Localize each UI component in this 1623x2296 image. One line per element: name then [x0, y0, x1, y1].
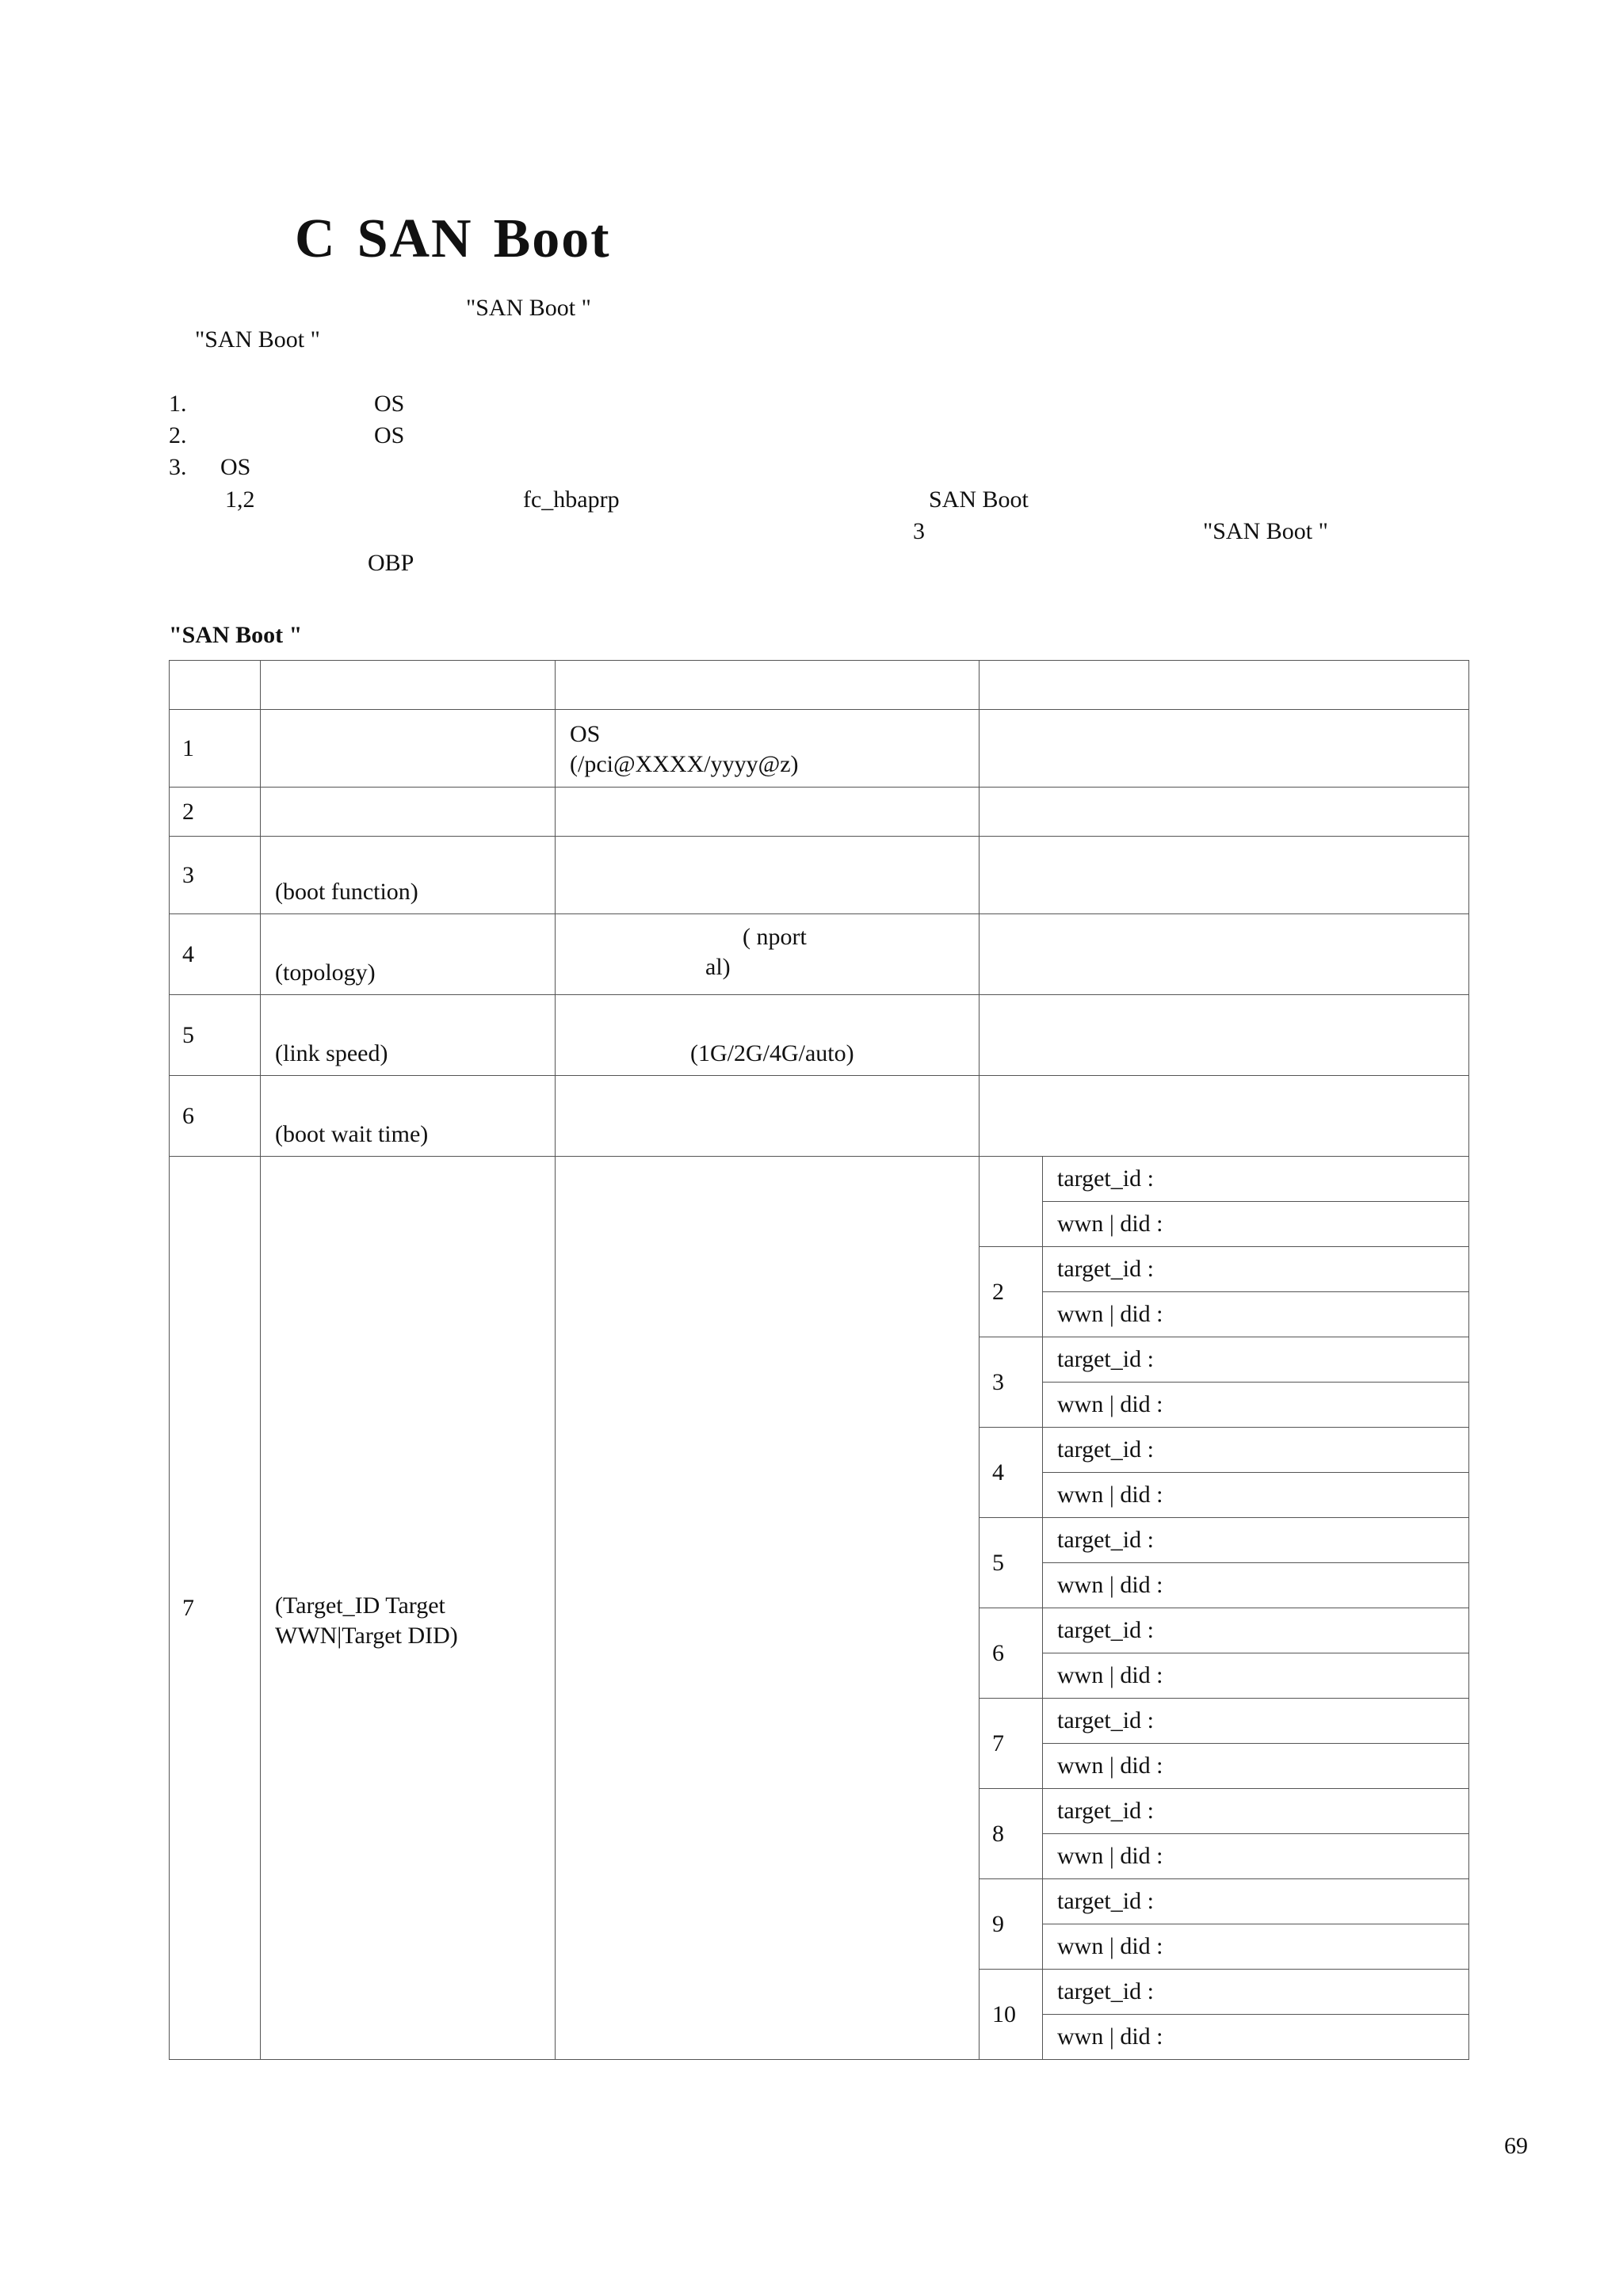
row-number: 4	[170, 914, 261, 995]
target-number: 7	[980, 1699, 1043, 1789]
row-item: (link speed)	[261, 995, 556, 1076]
row-number: 7	[170, 1157, 261, 2060]
row-value	[980, 1076, 1469, 1157]
row-item: (boot wait time)	[261, 1076, 556, 1157]
wwn-did-field: wwn | did :	[1043, 1202, 1469, 1247]
header-cell	[261, 661, 556, 710]
target-number: 6	[980, 1608, 1043, 1699]
row-value	[980, 995, 1469, 1076]
target-id-field: target_id :	[1043, 1518, 1469, 1563]
target-id-field: target_id :	[1043, 1247, 1469, 1292]
row-item: (boot function)	[261, 837, 556, 914]
wwn-did-field: wwn | did :	[1043, 1834, 1469, 1879]
target-id-field: target_id :	[1043, 1428, 1469, 1473]
row-item	[261, 710, 556, 788]
row-value	[980, 914, 1469, 995]
wwn-did-field: wwn | did :	[1043, 1383, 1469, 1428]
intro-line-1: "SAN Boot "	[466, 295, 591, 321]
title-word-san: SAN	[357, 208, 473, 269]
header-cell	[556, 661, 980, 710]
step-3-number: 3.	[169, 454, 187, 480]
table-row	[170, 837, 1469, 914]
target-number: 3	[980, 1337, 1043, 1428]
page-number: 69	[1504, 2133, 1528, 2159]
note-tool: fc_hbaprp	[523, 486, 620, 513]
row-number: 2	[170, 788, 261, 837]
row-description	[556, 837, 980, 914]
title-word-boot: Boot	[493, 208, 611, 269]
wwn-did-field: wwn | did :	[1043, 1653, 1469, 1699]
target-id-field: target_id :	[1043, 1608, 1469, 1653]
row-item-line-1: (Target_ID Target	[275, 1592, 445, 1619]
note-san-boot-quote: "SAN Boot "	[1203, 518, 1328, 544]
row-description	[556, 1157, 980, 2060]
header-cell	[170, 661, 261, 710]
note-san-boot: SAN Boot	[929, 486, 1029, 513]
wwn-did-field: wwn | did :	[1043, 1563, 1469, 1608]
row-number: 5	[170, 995, 261, 1076]
step-2-number: 2.	[169, 422, 187, 448]
title-letter: C	[295, 208, 337, 269]
row-number: 3	[170, 837, 261, 914]
row-description	[556, 995, 980, 1076]
target-id-field: target_id :	[1043, 1879, 1469, 1924]
target-id-field: target_id :	[1043, 1157, 1469, 1202]
row-description	[556, 788, 980, 837]
target-row	[170, 1157, 1469, 1202]
row-number: 6	[170, 1076, 261, 1157]
step-1-text: OS	[374, 391, 405, 417]
page-title	[295, 208, 611, 271]
step-1-number: 1.	[169, 391, 187, 417]
wwn-did-field: wwn | did :	[1043, 2015, 1469, 2060]
table-caption: "SAN Boot "	[169, 622, 303, 648]
row-item-line-2: WWN|Target DID)	[275, 1622, 458, 1649]
target-id-field: target_id :	[1043, 1970, 1469, 2015]
target-number: 5	[980, 1518, 1043, 1608]
target-id-field: target_id :	[1043, 1789, 1469, 1834]
target-number: 8	[980, 1789, 1043, 1879]
row-item	[261, 1157, 556, 2060]
wwn-did-field: wwn | did :	[1043, 1924, 1469, 1970]
row-value	[980, 788, 1469, 837]
row-description-line-2: (1G/2G/4G/auto)	[690, 1040, 854, 1066]
row-description-line-2: (/pci@XXXX/yyyy@z)	[570, 751, 799, 777]
row-number: 1	[170, 710, 261, 788]
note-ref: 1,2	[225, 486, 255, 513]
wwn-did-field: wwn | did :	[1043, 1744, 1469, 1789]
table-header-row	[170, 661, 1469, 710]
table-row	[170, 788, 1469, 837]
target-number	[980, 1157, 1043, 1247]
wwn-did-field: wwn | did :	[1043, 1473, 1469, 1518]
table-row	[170, 995, 1469, 1076]
note-obp: OBP	[368, 550, 414, 576]
intro-line-2: "SAN Boot "	[195, 326, 320, 353]
row-description	[556, 914, 980, 995]
target-number: 4	[980, 1428, 1043, 1518]
row-description	[556, 710, 980, 788]
wwn-did-field: wwn | did :	[1043, 1292, 1469, 1337]
row-item: (topology)	[261, 914, 556, 995]
san-boot-settings-table	[169, 660, 1469, 2060]
step-3-text: OS	[220, 454, 251, 480]
target-number: 9	[980, 1879, 1043, 1970]
target-id-field: target_id :	[1043, 1699, 1469, 1744]
note-step-ref: 3	[913, 518, 925, 544]
row-item	[261, 788, 556, 837]
table-row	[170, 710, 1469, 788]
target-number: 2	[980, 1247, 1043, 1337]
header-cell	[980, 661, 1469, 710]
row-value	[980, 710, 1469, 788]
table-row	[170, 914, 1469, 995]
step-2-text: OS	[374, 422, 405, 448]
target-id-field: target_id :	[1043, 1337, 1469, 1383]
row-description-line-1: ( nport	[743, 924, 807, 950]
table-row	[170, 1076, 1469, 1157]
row-description	[556, 1076, 980, 1157]
target-number: 10	[980, 1970, 1043, 2060]
row-description-line-2: al)	[705, 954, 731, 980]
row-description-line-1: OS	[570, 721, 601, 747]
row-value	[980, 837, 1469, 914]
